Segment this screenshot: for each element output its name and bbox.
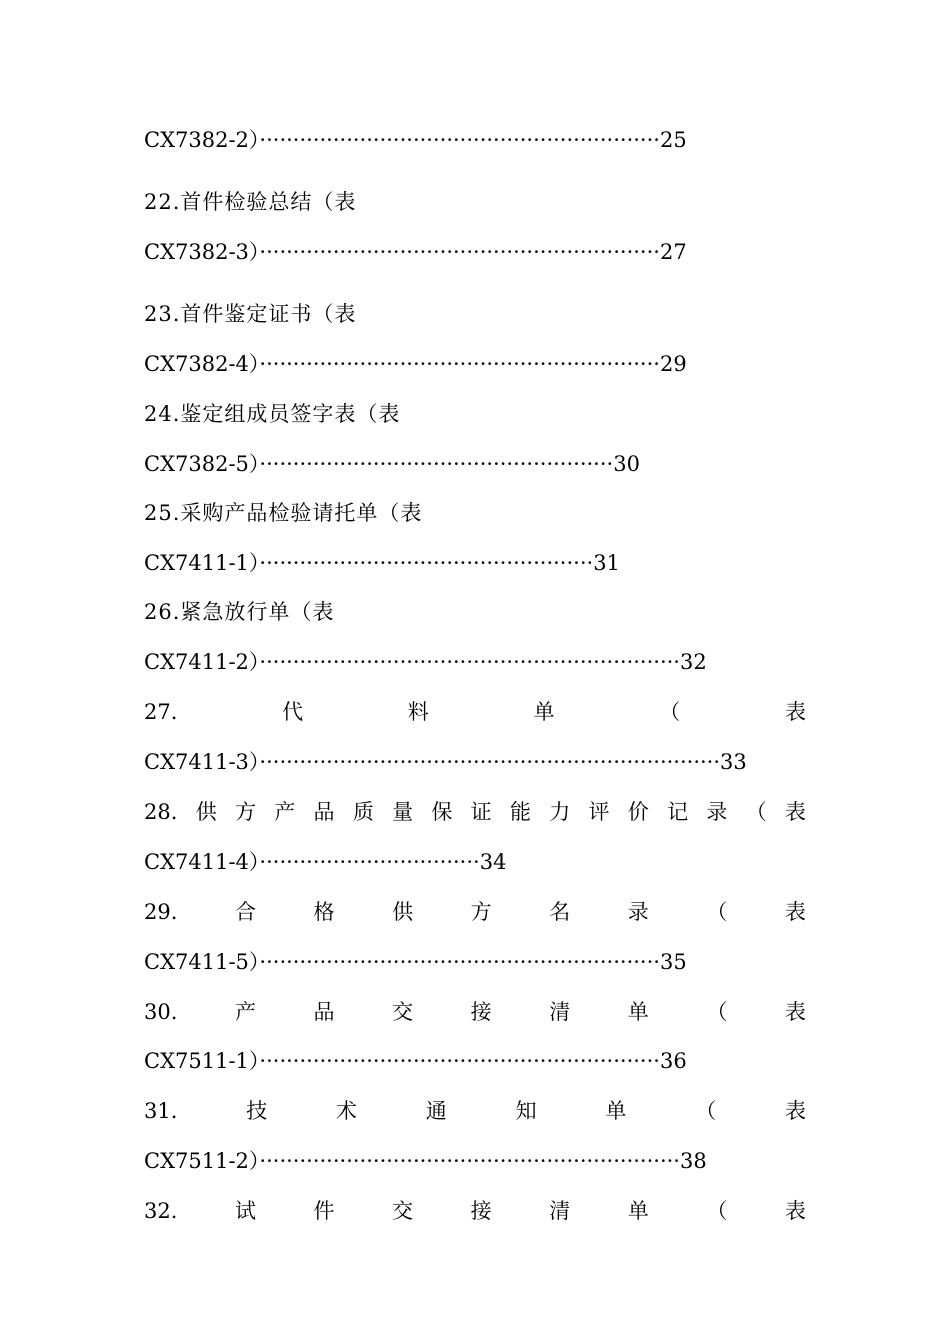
toc-title-token: 表 [784,1000,806,1024]
toc-leader-dots: ······························································· [259,650,680,674]
toc-code-line [144,1148,707,1174]
toc-title-token: 品 [313,800,335,824]
toc-leader-dots: ···························································· [259,240,660,264]
toc-page-number: 30 [613,452,640,476]
toc-code: CX7511-1） [144,1049,260,1073]
toc-code: CX7382-5） [144,452,260,476]
toc-title-line [144,1098,806,1124]
toc-title-line: 25.采购产品检验请托单（表 [144,501,423,525]
toc-title-line [144,699,806,725]
toc-title-token: （ [695,1099,717,1123]
toc-title-token: 保 [431,800,453,824]
toc-title-token: 产 [234,1000,256,1024]
toc-title-token: 单 [605,1099,627,1123]
toc-title-token: 单 [627,1199,649,1223]
toc-leader-dots: ···························································· [259,352,660,376]
toc-title-token: 32. [144,1199,178,1223]
toc-leader-dots: ····················································· [259,452,614,476]
toc-title-token: 量 [392,800,414,824]
toc-title-line: 22.首件检验总结（表 [144,190,357,214]
toc-title-token: 录 [706,800,728,824]
toc-leader-dots: ···························································· [259,128,660,152]
toc-code: CX7511-2） [144,1149,260,1173]
toc-title-token: 表 [784,1199,806,1223]
toc-title-token: 接 [470,1199,492,1223]
toc-title-token: 价 [627,800,649,824]
toc-title-token: 供 [392,900,414,924]
toc-code-line [144,1048,687,1074]
toc-title-line: 23.首件鉴定证书（表 [144,302,357,326]
toc-title-token: （ [659,700,681,724]
toc-title-token: 单 [533,700,555,724]
toc-title-token: 方 [470,900,492,924]
toc-page-number: 35 [659,950,687,974]
toc-title-token: 料 [407,700,429,724]
toc-page-number: 32 [679,650,707,674]
toc-title-token: 接 [470,1000,492,1024]
toc-title-line [144,799,806,825]
toc-title-line: 26.紧急放行单（表 [144,600,335,624]
toc-title-token: 交 [392,1000,414,1024]
toc-page-number: 38 [679,1149,707,1173]
toc-page-number: 36 [659,1049,687,1073]
toc-title-token: 代 [282,700,304,724]
toc-leader-dots: ····································································· [259,750,721,774]
toc-code-line [144,749,747,775]
toc-title-line [144,999,806,1025]
toc-title-token: 供 [195,800,217,824]
toc-code-line [144,127,687,153]
toc-title-token: 表 [785,700,806,724]
toc-page-number: 29 [659,352,687,376]
toc-title-token: 31. [144,1099,178,1123]
toc-code: CX7411-2） [144,650,260,674]
toc-page-number: 31 [593,551,620,575]
toc-leader-dots: ································· [259,850,480,874]
toc-title-token: 29. [144,900,178,924]
toc-title-token: 知 [515,1099,537,1123]
toc-title-token: 清 [549,1199,571,1223]
toc-code-line [144,550,620,576]
toc-code: CX7382-3） [144,240,260,264]
toc-title-token: 表 [784,1099,806,1123]
toc-code: CX7382-4） [144,352,260,376]
toc-code: CX7411-3） [144,750,260,774]
toc-code: CX7411-5） [144,950,260,974]
toc-leader-dots: ···························································· [259,950,660,974]
toc-page-number: 34 [479,850,507,874]
toc-title-token: 术 [336,1099,357,1123]
toc-title-token: 表 [784,800,806,824]
toc-code-line [144,451,640,477]
toc-title-token: 交 [392,1199,414,1223]
toc-page-number: 25 [659,128,687,152]
toc-title-token: 试 [234,1199,256,1223]
toc-page-number: 33 [720,750,747,774]
toc-leader-dots: ······························································· [259,1149,680,1173]
toc-title-token: （ [706,1199,728,1223]
toc-title-token: 28. [144,800,178,824]
toc-code-line [144,949,687,975]
toc-title-token: 单 [627,1000,649,1024]
toc-code-line [144,351,687,377]
toc-title-token: 清 [549,1000,571,1024]
toc-title-token: 通 [425,1099,447,1123]
toc-title-token: （ [745,800,767,824]
toc-title-token: 表 [784,900,806,924]
toc-code-line [144,239,687,265]
toc-title-token: 录 [627,900,649,924]
toc-title-line [144,1198,806,1224]
toc-title-token: 件 [313,1199,335,1223]
toc-title-token: 方 [234,800,256,824]
toc-title-token: 名 [549,900,571,924]
toc-code-line [144,649,707,675]
toc-code-line [144,849,506,875]
toc-title-token: （ [706,900,728,924]
toc-title-token: 30. [144,1000,178,1024]
toc-title-token: 证 [470,800,492,824]
toc-title-token: 27. [144,700,178,724]
toc-title-token: （ [706,1000,728,1024]
toc-title-line: 24.鉴定组成员签字表（表 [144,402,401,426]
toc-title-token: 合 [234,900,256,924]
toc-title-token: 记 [667,800,689,824]
toc-code: CX7382-2） [144,128,260,152]
toc-code: CX7411-4） [144,850,260,874]
toc-page-number: 27 [659,240,687,264]
toc-title-token: 品 [313,1000,335,1024]
toc-code: CX7411-1） [144,551,260,575]
toc-title-token: 质 [352,800,374,824]
toc-title-token: 力 [549,800,571,824]
toc-leader-dots: ···························································· [259,1049,660,1073]
toc-leader-dots: ·················································· [259,551,594,575]
toc-title-token: 评 [588,800,610,824]
toc-title-token: 格 [313,900,335,924]
toc-title-line [144,899,806,925]
toc-title-token: 能 [509,800,531,824]
toc-title-token: 产 [274,800,296,824]
toc-title-token: 技 [246,1099,268,1123]
